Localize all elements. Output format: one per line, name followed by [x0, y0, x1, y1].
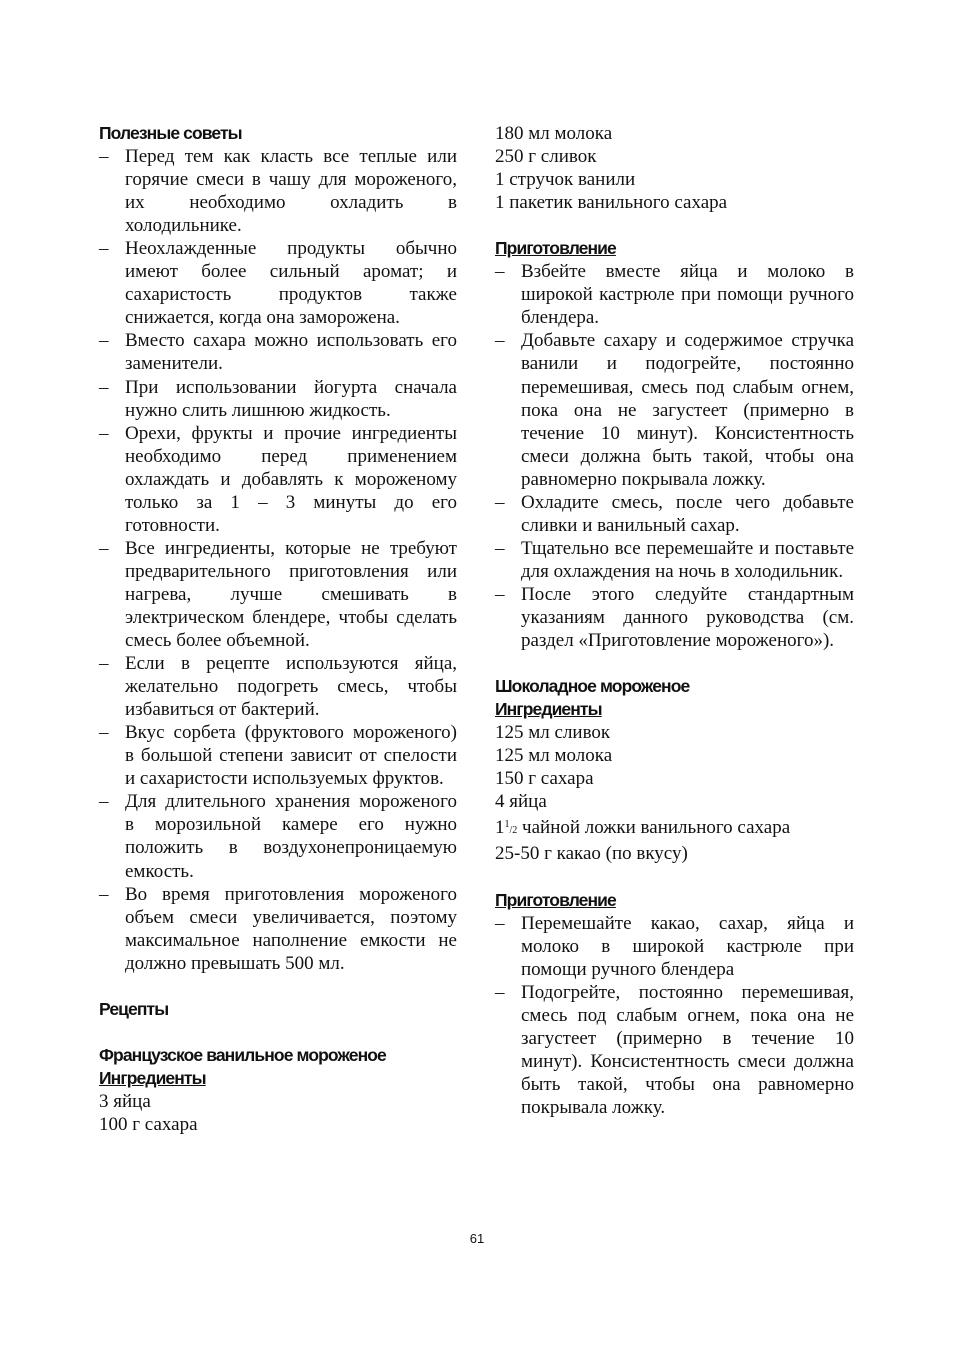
ingredient-line: 100 г сахара [99, 1114, 198, 1136]
step-item: – Охладите смесь, после чего добавьте сливки и ванильный сахар. [495, 491, 854, 537]
fraction-denominator: 2 [512, 825, 518, 837]
ingredient-line: 250 г сливок [495, 146, 597, 168]
ingredient-line: 180 мл молока [495, 123, 613, 144]
vanilla-steps-list [495, 260, 854, 652]
chocolate-recipe-title: Шоколадное мороженое [495, 676, 690, 697]
tip-item: – Для длительного хранения мороженого в морозильной камере его нужно положить в воздухонепроницаемую емкость. [99, 790, 457, 882]
fraction-numerator: 1 [504, 819, 510, 831]
step-item: – Перемешайте какао, сахар, яйца и молоко в широкой кастрюле при помощи ручного блендера [495, 912, 854, 981]
step-item: – Подогрейте, постоянно перемешивая, смесь под слабым огнем, пока она не загустеет (примерно в течение 10 минут). Консистентность смеси должна быть такой, чтобы она равномерно покрывала ложку. [495, 981, 854, 1119]
ingredient-line: 150 г сахара [495, 768, 594, 790]
chocolate-steps-list [495, 912, 854, 1119]
tip-item: – Орехи, фрукты и прочие ингредиенты необходимо перед применением охлаждать и добавлять к мороженому только за 1 – 3 минуты до его готовности. [99, 422, 457, 537]
tip-item: – Неохлажденные продукты обычно имеют более сильный аромат; и сахаристость продуктов также снижается, когда она заморожена. [99, 237, 457, 329]
right-column [495, 122, 854, 1119]
vanilla-recipe-title: Французское ванильное мороженое [99, 1044, 386, 1065]
vanilla-sugar-line: $1^1/2$ чайной ложки ванильного сахара [495, 817, 791, 839]
fraction-whole: 1 [495, 817, 505, 839]
ingredient-line: 25-50 г какао (по вкусу) [495, 843, 688, 865]
tip-item: – Вкус сорбета (фруктового мороженого) в большой степени зависит от спелости и сахаристости используемых фруктов. [99, 721, 457, 790]
step-item: – Взбейте вместе яйца и молоко в широкой кастрюле при помощи ручного блендера. [495, 260, 854, 329]
preparation-heading: Приготовление [495, 889, 616, 910]
tip-item: – Вместо сахара можно использовать его заменители. [99, 329, 457, 375]
tips-list [99, 145, 457, 975]
tip-item: – Во время приготовления мороженого объем смеси увеличивается, поэтому максимальное наполнение емкости не должно превышать 500 мл. [99, 883, 457, 975]
preparation-heading: Приготовление [495, 238, 616, 259]
ingredient-line: 3 яйца [99, 1090, 151, 1112]
ingredient-line: 125 мл молока [495, 745, 613, 767]
ingredient-line: 1 пакетик ванильного сахара [495, 192, 728, 214]
ingredients-heading: Ингредиенты [99, 1067, 206, 1088]
recipes-heading: Рецепты [99, 998, 169, 1019]
tips-heading: Полезные советы [99, 123, 242, 143]
left-column [99, 122, 457, 1136]
tip-item: – Все ингредиенты, которые не требуют предварительного приготовления или нагрева, лучше смешивать в электрическом блендере, чтобы сделать смесь более объемной. [99, 537, 457, 652]
step-item: – Тщательно все перемешайте и поставьте для охлаждения на ночь в холодильник. [495, 537, 854, 583]
ingredient-line: 125 мл сливок [495, 722, 611, 744]
tip-item: – Перед тем как класть все теплые или горячие смеси в чашу для мороженого, их необходимо охладить в холодильнике. [99, 145, 457, 237]
ingredients-heading: Ингредиенты [495, 699, 602, 720]
tip-item: – Если в рецепте используются яйца, желательно подогреть смесь, чтобы избавиться от бактерий. [99, 652, 457, 721]
page-number: 61 [469, 1231, 485, 1246]
vanilla-sugar-text: чайной ложки ванильного сахара [517, 817, 791, 839]
step-item: – После этого следуйте стандартным указаниям данного руководства (см. раздел «Приготовление мороженого»). [495, 583, 854, 652]
tip-item: – При использовании йогурта сначала нужно слить лишнюю жидкость. [99, 376, 457, 422]
step-item: – Добавьте сахару и содержимое стручка ванили и подогрейте, постоянно перемешивая, смесь под слабым огнем, пока она не загустеет (примерно в течение 10 минут). Консистентность смеси должна быть такой, чтобы она равномерно покрывала ложку. [495, 329, 854, 490]
ingredient-line: 1 стручок ванили [495, 169, 636, 191]
ingredient-line: 4 яйца [495, 791, 547, 813]
